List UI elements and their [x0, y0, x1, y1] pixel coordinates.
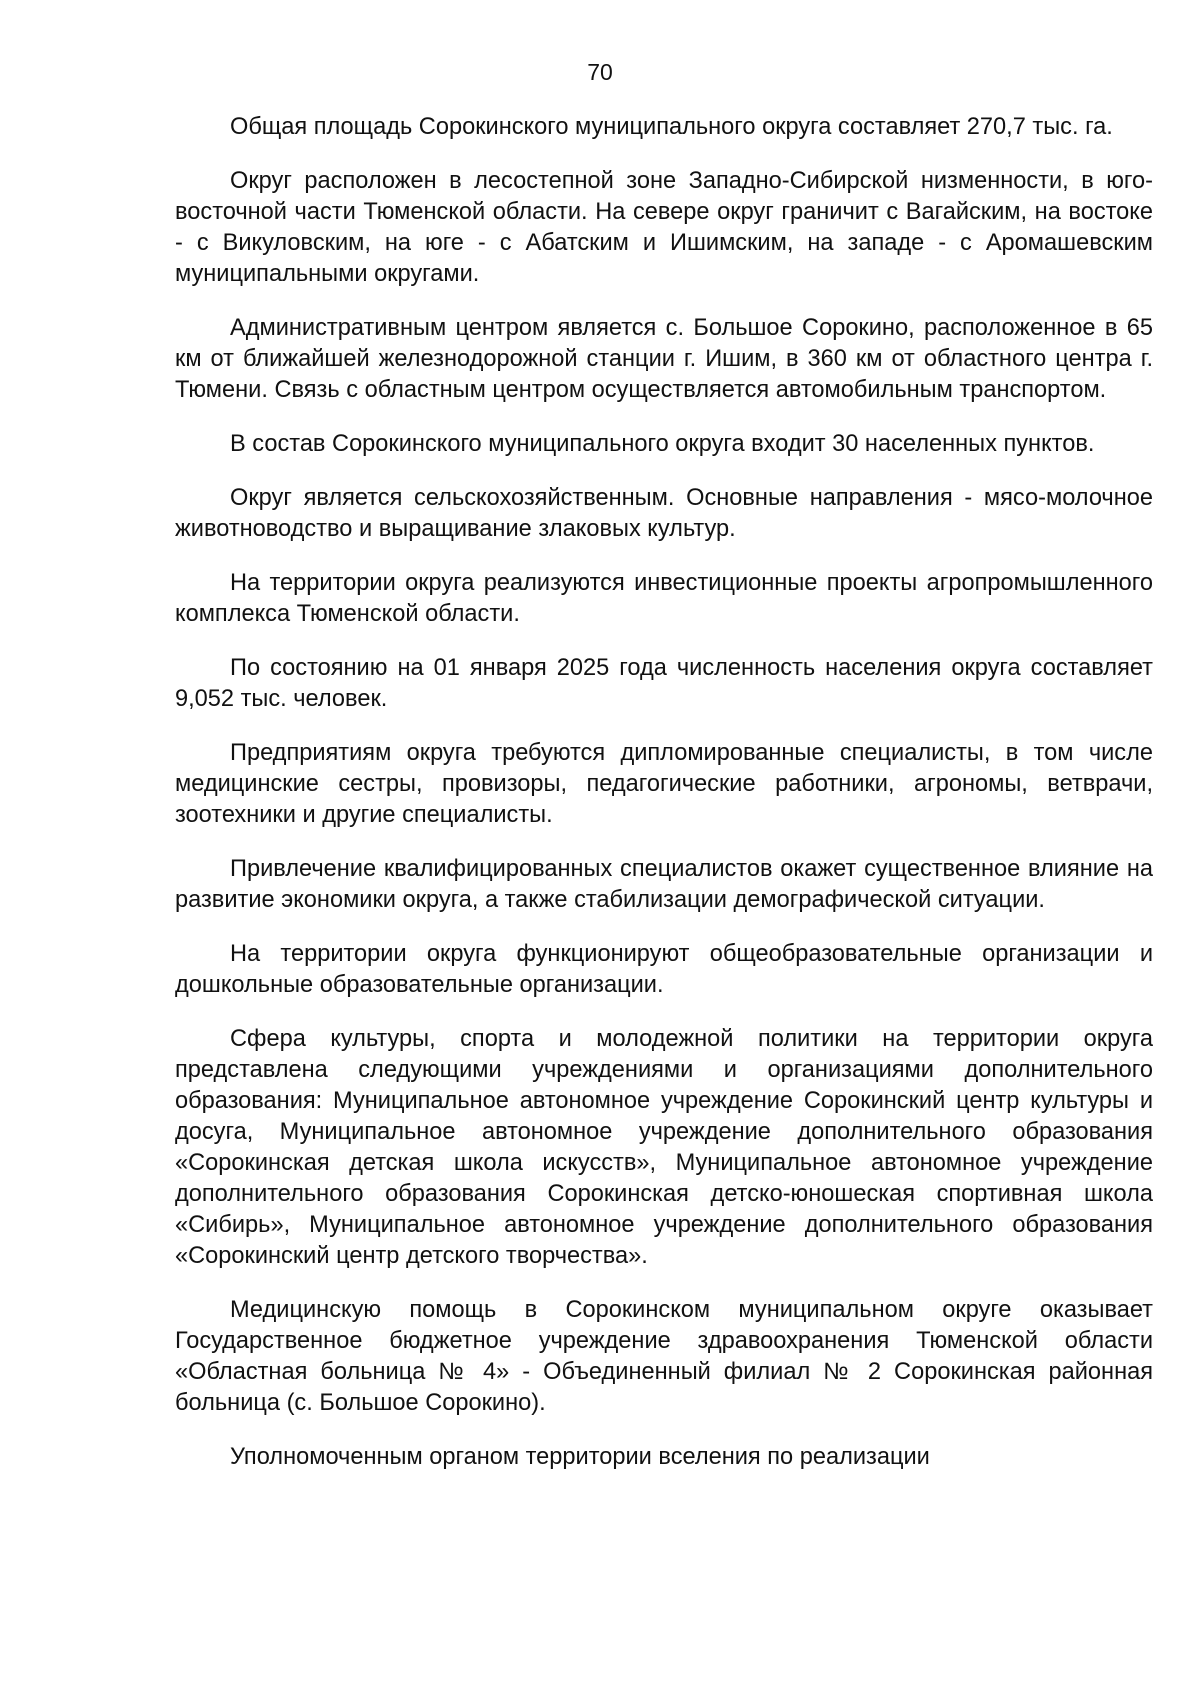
paragraph-culture-sport: Сфера культуры, спорта и молодежной политики на территории округа представлена следующими учреждениями и организациями дополнительного образования: Муниципальное автономное учреждение Сорокинский центр культуры и досуга, Муниципальное автономное учреждение дополнительного образования «Сорокинская детская школа искусств», Муниципальное автономное учреждение дополнительного образования Сорокинская детско-юношеская спортивная школа «Сибирь», Муниципальное автономное учреждение дополнительного образования «Сорокинский центр детского творчества». [175, 1026, 1153, 1269]
paragraph-agriculture: Округ является сельскохозяйственным. Основные направления - мясо-молочное животноводство и выращивание злаковых культур. [175, 485, 1153, 542]
paragraph-medical: Медицинскую помощь в Сорокинском муниципальном округе оказывает Государственное бюджетное учреждение здравоохранения Тюменской области «Областная больница № 4» - Объединенный филиал № 2 Сорокинская районная больница (с. Большое Сорокино). [175, 1297, 1153, 1416]
paragraph-education: На территории округа функционируют общеобразовательные организации и дошкольные образовательные организации. [175, 941, 1153, 998]
paragraph-area: Общая площадь Сорокинского муниципального округа составляет 270,7 тыс. га. [230, 114, 1113, 140]
paragraph-investment: На территории округа реализуются инвестиционные проекты агропромышленного комплекса Тюменской области. [175, 570, 1153, 627]
paragraph-location: Округ расположен в лесостепной зоне Западно-Сибирской низменности, в юго-восточной части Тюменской области. На севере округ граничит с Вагайским, на востоке - с Викуловским, на юге - с Абатским и Ишимским, на западе - с Аромашевским муниципальными округами. [175, 168, 1153, 287]
paragraph-admin-center: Административным центром является с. Большое Сорокино, расположенное в 65 км от ближайшей железнодорожной станции г. Ишим, в 360 км от областного центра г. Тюмени. Связь с областным центром осуществляется автомобильным транспортом. [175, 315, 1153, 403]
paragraph-specialists-needed: Предприятиям округа требуются дипломированные специалисты, в том числе медицинские сестры, провизоры, педагогические работники, агрономы, ветврачи, зоотехники и другие специалисты. [175, 740, 1153, 828]
paragraph-qualified-specialists: Привлечение квалифицированных специалистов окажет существенное влияние на развитие экономики округа, а также стабилизации демографической ситуации. [175, 856, 1153, 913]
paragraph-population: По состоянию на 01 января 2025 года численность населения округа составляет 9,052 тыс. человек. [175, 655, 1153, 712]
page-number: 70 [587, 59, 613, 85]
paragraph-settlements: В состав Сорокинского муниципального округа входит 30 населенных пунктов. [230, 431, 1095, 457]
document-body [175, 112, 1153, 1473]
paragraph-authorized-body: Уполномоченным органом территории вселения по реализации [230, 1444, 930, 1470]
